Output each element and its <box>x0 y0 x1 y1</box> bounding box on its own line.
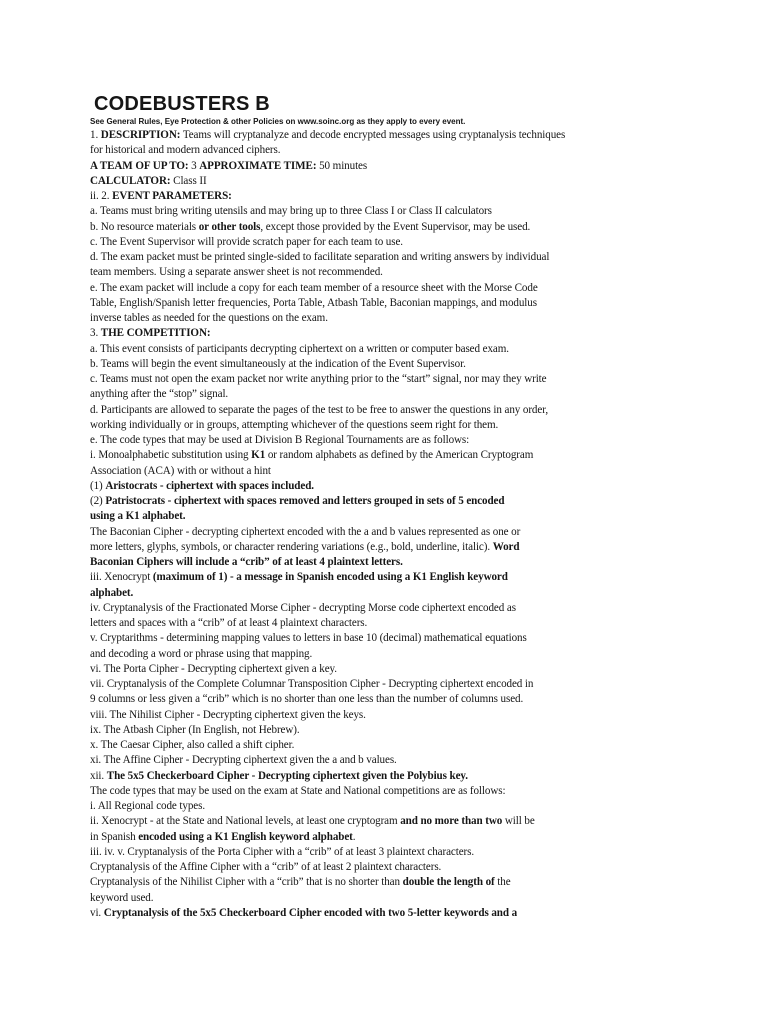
text-line <box>90 250 595 265</box>
text-line <box>90 784 595 799</box>
text-line <box>90 616 595 631</box>
text-run: for historical and modern advanced ciphers. <box>90 144 281 157</box>
text-line <box>90 738 595 753</box>
text-run: iv. Cryptanalysis of the Fractionated Morse Cipher - decrypting Morse code ciphertext encoded as <box>90 601 516 614</box>
text-line <box>90 296 595 311</box>
text-run: anything after the “stop” signal. <box>90 388 229 401</box>
bold-text: Word <box>492 540 520 553</box>
text-line <box>90 433 595 448</box>
text-line <box>90 494 595 509</box>
text-line <box>90 708 595 723</box>
rules-note: See General Rules, Eye Protection & other Policies on www.soinc.org as they apply to every event. <box>90 117 466 126</box>
text-line <box>90 479 595 494</box>
text-run: d. Participants are allowed to separate the pages of the test to be free to answer the questions in any order, <box>90 403 549 416</box>
text-line <box>90 235 595 250</box>
bold-text: THE COMPETITION: <box>100 327 211 340</box>
bold-text: CALCULATOR: <box>90 174 174 187</box>
bold-text: using a K1 alphabet. <box>90 510 186 523</box>
text-run: The Baconian Cipher - decrypting ciphertext encoded with the a and b values represented as one or <box>90 525 521 538</box>
text-line <box>90 418 595 433</box>
text-run: 9 columns or less given a “crib” which is no shorter than one less than the number of columns used. <box>90 693 524 706</box>
text-line <box>90 525 595 540</box>
text-run: ix. The Atbash Cipher (In English, not Hebrew). <box>90 723 300 736</box>
text-run: vi. <box>90 906 104 919</box>
text-line <box>90 326 595 341</box>
text-run: Cryptanalysis of the Affine Cipher with a “crib” of at least 2 plaintext characters. <box>90 861 442 873</box>
text-run: 1. <box>90 129 101 141</box>
text-line <box>90 647 595 662</box>
text-run: Teams will cryptanalyze and decode encrypted messages using cryptanalysis techniques <box>180 129 566 141</box>
text-run: b. No resource materials <box>90 220 199 233</box>
bold-text: encoded using a K1 English keyword alphabet <box>138 830 353 843</box>
text-run: c. The Event Supervisor will provide scratch paper for each team to use. <box>90 235 403 248</box>
text-run: Association (ACA) with or without a hint <box>90 464 271 477</box>
bold-text: or other tools <box>198 220 261 233</box>
text-run: (2) <box>90 495 106 507</box>
text-run: vi. The Porta Cipher - Decrypting ciphertext given a key. <box>90 662 337 675</box>
text-line <box>90 906 595 921</box>
bold-text: and no more than two <box>400 815 503 828</box>
text-run: e. The exam packet will include a copy for each team member of a resource sheet with the Morse Code <box>90 281 538 294</box>
text-run: i. All Regional code types. <box>90 800 205 812</box>
text-line <box>90 143 595 158</box>
document-body <box>90 128 595 921</box>
text-run: will be <box>502 815 535 828</box>
text-run: 3. <box>90 327 101 340</box>
text-run: a. Teams must bring writing utensils and may bring up to three Class I or Class II calculators <box>90 205 492 218</box>
text-line <box>90 677 595 692</box>
bold-text: Patristocrats - ciphertext with spaces removed and letters grouped in sets of 5 encoded <box>105 495 505 507</box>
bold-text: K1 <box>251 449 266 462</box>
text-run: The code types that may be used on the exam at State and National competitions are as follows: <box>90 784 506 797</box>
text-run: ii. Xenocrypt - at the State and National levels, at least one cryptogram <box>90 815 401 828</box>
text-run: 50 minutes <box>316 159 368 172</box>
text-line <box>90 814 595 829</box>
text-run: a. This event consists of participants decrypting ciphertext on a written or computer based exam. <box>90 342 509 355</box>
text-run: e. The code types that may be used at Division B Regional Tournaments are as follows: <box>90 434 470 446</box>
text-line <box>90 159 595 174</box>
bold-text: alphabet. <box>90 586 134 599</box>
text-line <box>90 830 595 845</box>
document-title: CODEBUSTERS B <box>94 93 270 115</box>
text-line <box>90 464 595 479</box>
text-run: Table, English/Spanish letter frequencies, Porta Table, Atbash Table, Baconian mappings, and modulus <box>90 296 537 309</box>
text-line <box>90 189 595 204</box>
text-run: working individually or in groups, attempting whichever of the questions seem right for them. <box>90 418 499 431</box>
text-run: viii. The Nihilist Cipher - Decrypting ciphertext given the keys. <box>90 708 366 721</box>
text-line <box>90 601 595 616</box>
text-line <box>90 555 595 570</box>
bold-text: The 5x5 Checkerboard Cipher - Decrypting ciphertext given the Polybius key. <box>106 769 468 782</box>
document-page <box>90 93 595 921</box>
text-line <box>90 891 595 906</box>
text-run: (1) <box>90 479 106 492</box>
text-run: team members. Using a separate answer sheet is not recommended. <box>90 266 383 279</box>
bold-text: EVENT PARAMETERS: <box>112 190 232 202</box>
text-run: d. The exam packet must be printed single-sided to facilitate separation and writing answers by individual <box>90 251 550 263</box>
text-line <box>90 220 595 235</box>
text-run: i. Monoalphabetic substitution using <box>90 449 252 462</box>
text-run: the <box>494 876 511 889</box>
text-run: , except those provided by the Event Supervisor, may be used. <box>260 220 531 233</box>
text-line <box>90 753 595 768</box>
text-run: Class II <box>173 174 207 187</box>
text-line <box>90 799 595 814</box>
text-line <box>90 570 595 585</box>
text-run: or random alphabets as defined by the American Cryptogram <box>265 449 534 462</box>
text-line <box>90 540 595 555</box>
text-line <box>90 448 595 463</box>
text-line <box>90 692 595 707</box>
bold-text: Baconian Ciphers will include a “crib” of at least 4 plaintext letters. <box>90 556 403 568</box>
text-line <box>90 875 595 890</box>
text-run: iii. Xenocrypt <box>90 571 153 584</box>
text-run: keyword used. <box>90 891 154 904</box>
text-line <box>90 509 595 524</box>
text-run: iii. iv. v. Cryptanalysis of the Porta Cipher with a “crib” of at least 3 plaintext characters. <box>90 845 475 858</box>
text-run: xi. The Affine Cipher - Decrypting ciphertext given the a and b values. <box>90 754 397 767</box>
text-line <box>90 281 595 296</box>
text-run: letters and spaces with a “crib” of at least 4 plaintext characters. <box>90 617 368 629</box>
text-line <box>90 357 595 372</box>
bold-text: A TEAM OF UP TO: <box>90 159 189 172</box>
bold-text: DESCRIPTION: <box>100 129 181 141</box>
text-run: x. The Caesar Cipher, also called a shift cipher. <box>90 739 295 751</box>
text-line <box>90 662 595 677</box>
text-line <box>90 174 595 189</box>
text-run: vii. Cryptanalysis of the Complete Columnar Transposition Cipher - Decrypting ciphertext encoded in <box>90 678 534 690</box>
text-run: c. Teams must not open the exam packet nor write anything prior to the “start” signal, nor may they write <box>90 373 547 385</box>
bold-text: APPROXIMATE TIME: <box>199 159 317 172</box>
text-line <box>90 586 595 601</box>
text-line <box>90 204 595 219</box>
text-run: inverse tables as needed for the questions on the exam. <box>90 312 328 324</box>
bold-text: (maximum of 1) - a message in Spanish encoded using a K1 English keyword <box>152 571 508 584</box>
text-run: v. Cryptarithms - determining mapping values to letters in base 10 (decimal) mathematical equations <box>90 632 527 645</box>
text-line <box>90 769 595 784</box>
text-run: xii. <box>90 769 107 782</box>
text-line <box>90 265 595 280</box>
text-line <box>90 342 595 357</box>
text-line <box>90 311 595 326</box>
text-run: more letters, glyphs, symbols, or character rendering variations (e.g., bold, underline, italic). <box>90 540 493 553</box>
text-line <box>90 387 595 402</box>
text-run: Cryptanalysis of the Nihilist Cipher with a “crib” that is no shorter than <box>90 876 403 889</box>
bold-text: Cryptanalysis of the 5x5 Checkerboard Cipher encoded with two 5-letter keywords and a <box>103 906 518 919</box>
text-line <box>90 845 595 860</box>
text-run: and decoding a word or phrase using that mapping. <box>90 647 313 660</box>
bold-text: Aristocrats - ciphertext with spaces included. <box>105 479 314 492</box>
text-run: 3 <box>188 159 200 172</box>
text-line <box>90 372 595 387</box>
text-run: b. Teams will begin the event simultaneously at the indication of the Event Supervisor. <box>90 357 466 370</box>
text-line <box>90 723 595 738</box>
text-run: ii. 2. <box>90 190 113 202</box>
text-line <box>90 403 595 418</box>
text-line <box>90 860 595 875</box>
text-run: in Spanish <box>90 830 139 843</box>
text-line <box>90 128 595 143</box>
text-run: . <box>352 830 356 843</box>
text-line <box>90 631 595 646</box>
bold-text: double the length of <box>402 876 495 889</box>
